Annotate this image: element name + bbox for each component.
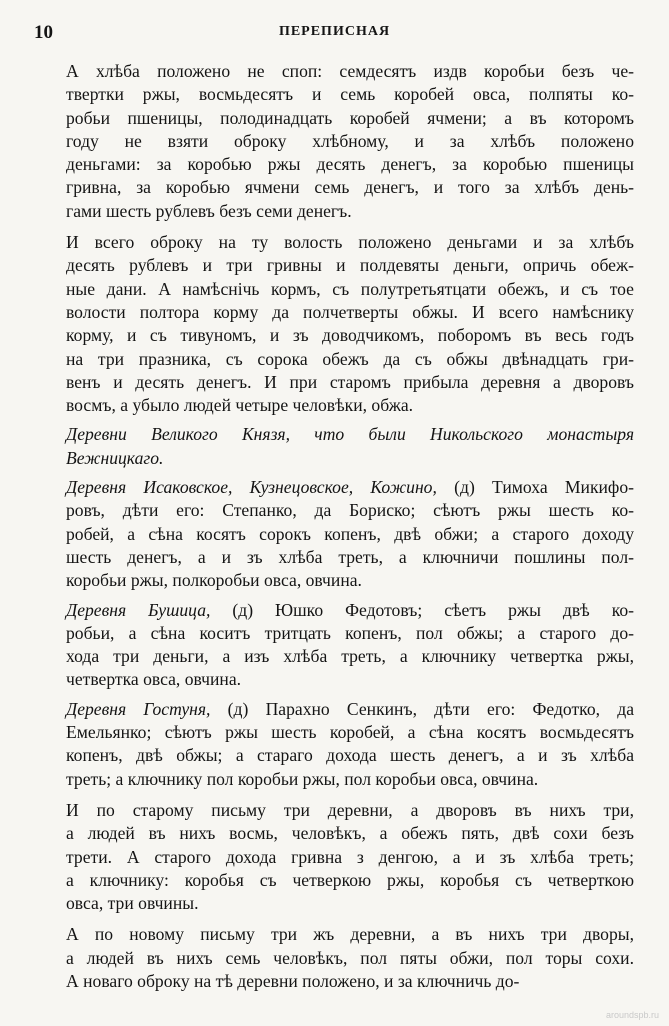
text-line: году не взяти оброку хлѣбному, и за хлѣбъ положено xyxy=(66,130,634,151)
text-line: четвертка овса, овчина. xyxy=(66,669,242,690)
paragraph-p4 xyxy=(34,476,634,592)
text-line: деньгами: за коробью ржы десять денегъ, за коробью пшеницы xyxy=(66,154,634,175)
watermark: aroundspb.ru xyxy=(605,1010,659,1020)
text-line: а людей въ нихъ семь человѣкъ, пол пяты обжи, пол торы сохи. xyxy=(66,947,634,968)
text-line: Деревня Гостуня, (д) Парахно Сенкинъ, дѣти его: Федотко, да xyxy=(66,698,635,719)
text-line: ровъ, дѣти его: Степанко, да Бориско; сѣютъ ржы шесть ко- xyxy=(66,500,634,521)
paragraph-p8 xyxy=(34,923,634,993)
page-number: 10 xyxy=(34,22,53,43)
text-line: трети. А старого дохода гривна з денгою, а и зъ хлѣба треть; xyxy=(66,846,634,867)
body-text xyxy=(34,60,634,999)
text-line: треть; а ключнику пол коробьи ржы, пол коробьи овса, овчина. xyxy=(66,768,539,789)
text-line: А хлѣба положено не споп: семдесятъ издв коробьи безъ че- xyxy=(66,61,634,81)
text-line: шесть денегъ, а и зъ хлѣба треть, а ключничи пошлины пол- xyxy=(66,546,634,567)
text-line: гривна, за коробью ячмени семь денегъ, и того за хлѣбъ день- xyxy=(66,177,634,198)
page-header xyxy=(34,22,635,48)
text-line: робьи пшеницы, полодинадцать коробей ячмени; а въ которомъ xyxy=(66,107,634,128)
text-line: робей, а сѣна косятъ сорокъ копенъ, двѣ обжи; а старого доходу xyxy=(66,523,634,544)
text-line: И по старому письму три деревни, а дворовъ въ нихъ три, xyxy=(66,799,634,820)
text-line: Деревни Великого Князя, что были Никольского монастыря xyxy=(66,424,634,445)
text-line: А по новому письму три жъ деревни, а въ нихъ три дворы, xyxy=(66,924,634,945)
text-line: а людей въ нихъ восмь, человѣкъ, а обежъ пять, двѣ сохи безъ xyxy=(66,823,634,844)
text-line: робьи, а сѣна коситъ тритцать копенъ, пол обжы; а старого до- xyxy=(66,622,634,643)
text-line: И всего оброку на ту волость положено деньгами и за хлѣбъ xyxy=(66,232,634,253)
text-line: волости полтора корму да полчетверты обжы. И всего намѣснику xyxy=(66,301,634,322)
text-line: восмъ, а убыло людей четыре человѣки, обжа. xyxy=(66,395,414,416)
text-line: Деревня Исаковское, Кузнецовское, Кожино, (д) Тимоха Микифо- xyxy=(66,477,634,498)
paragraph-p7 xyxy=(34,799,634,915)
text-line: копенъ, двѣ обжы; а стараго дохода шесть денегъ, а и зъ хлѣба xyxy=(66,745,634,766)
text-line: на три празника, съ сорока обежъ да съ обжы двѣнадцать гри- xyxy=(66,348,634,369)
text-line: Емельянко; сѣютъ ржы шесть коробей, а сѣна косятъ восмьдесятъ xyxy=(66,722,634,743)
text-line: венъ и десять денегъ. И при старомъ прибыла деревня а дворовъ xyxy=(66,371,634,392)
text-line: ные дани. А намѣснічь кормъ, съ полутретьятцати обежъ, и съ тое xyxy=(66,278,634,299)
text-line: а ключнику: коробья съ четверкою ржы, коробья съ четверткою xyxy=(66,869,634,890)
paragraph-p1 xyxy=(34,60,634,223)
text-line: десять рублевъ и три гривны и полдевяты деньги, опричь обеж- xyxy=(66,255,634,276)
text-line: Вежницкаго. xyxy=(66,447,164,468)
text-line: овса, три овчины. xyxy=(66,893,199,914)
text-line: Деревня Бушица, (д) Юшко Федотовъ; сѣетъ ржы двѣ ко- xyxy=(66,599,635,620)
paragraph-p5 xyxy=(34,599,634,692)
text-line: А новаго оброку на тѣ деревни положено, и за ключничь до- xyxy=(66,970,520,991)
running-head: ПЕРЕПИСНАЯ xyxy=(278,24,391,39)
text-line: твертки ржы, восмьдесятъ и семь коробей овса, полпяты ко- xyxy=(66,84,634,105)
text-line: коробьи ржы, полкоробьи овса, овчина. xyxy=(66,570,362,591)
text-line: гами шесть рублевъ безъ семи денегъ. xyxy=(66,200,352,221)
text-line: корму, и съ тивуномъ, и зъ доводчикомъ, поборомъ въ весь годъ xyxy=(66,325,634,346)
paragraph-p3 xyxy=(34,423,634,470)
paragraph-p6 xyxy=(34,698,634,791)
text-line: хода три деньги, а изъ хлѣба треть, а ключнику четвертка ржы, xyxy=(66,646,634,667)
paragraph-p2 xyxy=(34,231,634,417)
